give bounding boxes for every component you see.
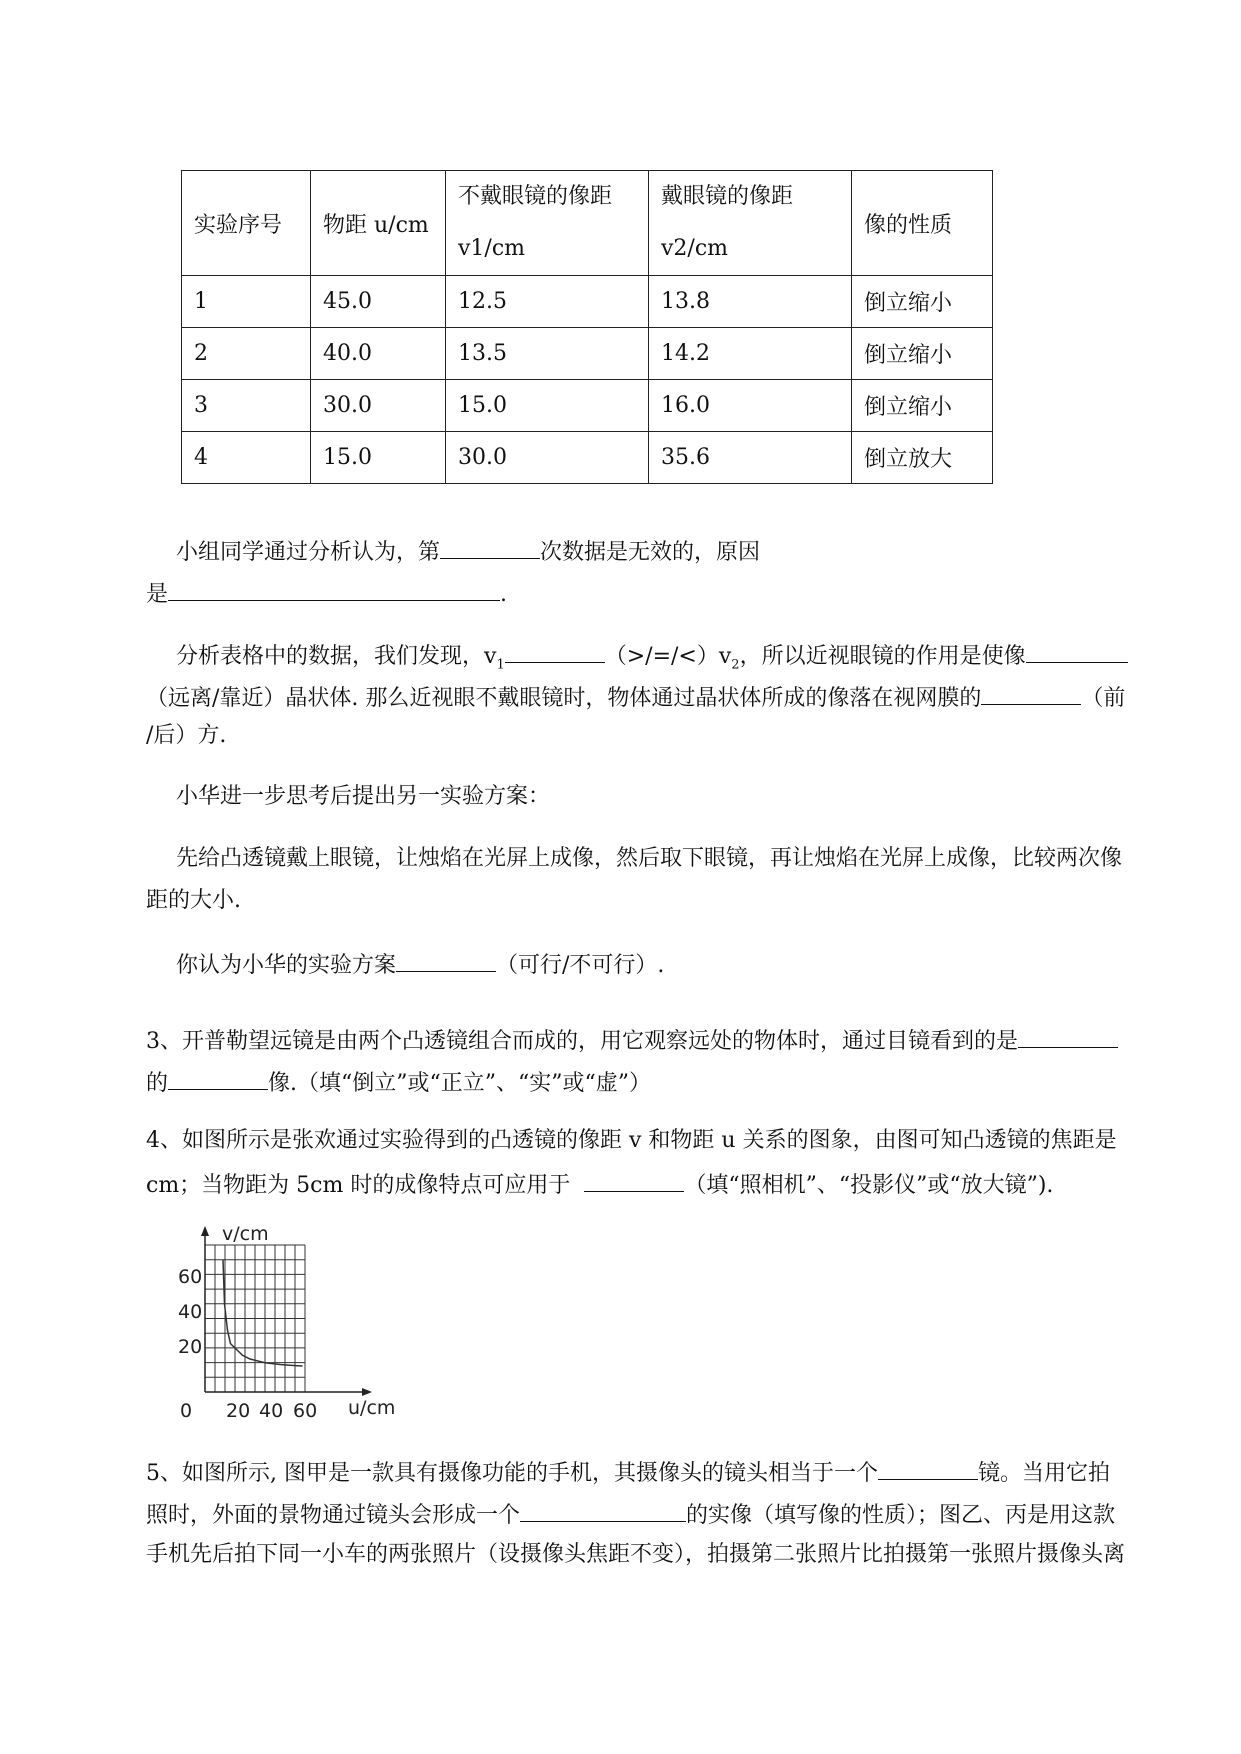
text-p3: 小华进一步思考后提出另一实验方案： <box>176 784 551 809</box>
paragraph-plan-detail-cont <box>146 887 241 915</box>
v-u-graph <box>150 1220 410 1420</box>
text-p4b: 距的大小. <box>146 888 241 913</box>
text-p4a: 先给凸透镜戴上眼镜，让烛焰在光屏上成像，然后取下眼镜，再让烛焰在光屏上成像，比较两次像 <box>176 846 1123 871</box>
x-axis-arrow <box>362 1388 372 1396</box>
paragraph-analysis <box>176 640 1128 679</box>
paragraph-alt-plan <box>176 783 550 811</box>
paragraph-reason <box>146 578 507 609</box>
table-row <box>182 328 993 380</box>
blank-front-back[interactable] <box>981 682 1081 705</box>
chart-grid <box>205 1245 305 1392</box>
header-image-distance-glasses <box>649 171 852 276</box>
cell-u: 40.0 <box>311 328 446 380</box>
text-p2d: （远离/靠近）晶状体. 那么近视眼不戴眼镜时，物体通过晶状体所成的像落在视网膜的 <box>146 686 982 711</box>
subscript-1: 1 <box>496 657 505 673</box>
text-p2f: /后）方. <box>146 723 227 748</box>
cell-v2: 14.2 <box>649 328 852 380</box>
text-p2b: （>/=/<）v <box>604 644 732 669</box>
text-q5d: 的实像（填写像的性质）；图乙、丙是用这款 <box>686 1503 1116 1528</box>
text-p1a: 小组同学通过分析认为，第 <box>176 540 441 565</box>
y-tick-label: 20 <box>178 1336 203 1358</box>
paragraph-plan-detail <box>176 845 1122 873</box>
blank-lens-type[interactable] <box>878 1457 978 1480</box>
cell-v2: 13.8 <box>649 276 852 328</box>
paragraph-analysis-end <box>146 722 226 750</box>
header-trial-number: 实验序号 <box>182 171 311 276</box>
text-q3a: 3、开普勒望远镜是由两个凸透镜组合而成的，用它观察远处的物体时，通过目镜看到的是 <box>146 1029 1019 1054</box>
text-p1d: . <box>500 582 508 607</box>
cell-nature: 倒立放大 <box>852 432 993 484</box>
x-tick-label: 60 <box>293 1400 318 1420</box>
table-row <box>182 380 993 432</box>
text-q5a: 5、如图所示, 图甲是一款具有摄像功能的手机，其摄像头的镜头相当于一个 <box>146 1461 878 1486</box>
cell-u: 30.0 <box>311 380 446 432</box>
text-p2e: （前 <box>1081 686 1126 711</box>
table-row <box>182 276 993 328</box>
table-header-row <box>182 171 993 276</box>
subscript-2: 2 <box>731 657 740 673</box>
y-tick-label: 60 <box>178 1266 203 1288</box>
blank-application[interactable] <box>584 1169 684 1192</box>
text-q5c: 照时，外面的景物通过镜头会形成一个 <box>146 1503 521 1528</box>
y-tick-label: 40 <box>178 1301 203 1323</box>
text-q3c: 像.（填“倒立”或“正立”、“实”或“虚”） <box>268 1071 651 1096</box>
y-axis-arrow <box>201 1226 209 1236</box>
text-q5e: 手机先后拍下同一小车的两张照片（设摄像头焦距不变），拍摄第二张照片比拍摄第一张照片摄像头离 <box>146 1542 1126 1567</box>
cell-trial: 1 <box>182 276 311 328</box>
text-p2c: ，所以近视眼镜的作用是使像 <box>739 644 1026 669</box>
blank-orientation[interactable] <box>1018 1025 1118 1048</box>
experiment-table <box>181 170 993 484</box>
table-row <box>182 432 993 484</box>
x-tick-label: 0 <box>180 1400 193 1420</box>
paragraph-analysis-cont <box>146 682 1125 713</box>
x-axis-label: u/cm <box>348 1397 396 1419</box>
text-q4b: cm；当物距为 5cm 时的成像特点可应用于 <box>146 1173 571 1198</box>
question-5-cont <box>146 1499 1115 1530</box>
blank-compare[interactable] <box>505 640 605 663</box>
question-4-cont <box>146 1169 1053 1200</box>
cell-nature: 倒立缩小 <box>852 328 993 380</box>
blank-image-nature[interactable] <box>520 1499 686 1522</box>
x-tick-label: 40 <box>259 1400 284 1420</box>
header-v1-unit: v1/cm <box>458 236 526 261</box>
text-q4c: （填“照相机”、“投影仪”或“放大镜”). <box>684 1173 1054 1198</box>
text-q3b: 的 <box>146 1071 169 1096</box>
cell-v1: 12.5 <box>446 276 649 328</box>
question-4 <box>146 1127 1117 1155</box>
cell-u: 45.0 <box>311 276 446 328</box>
text-q5b: 镜。当用它拍 <box>978 1461 1111 1486</box>
text-p1b: 次数据是无效的，原因 <box>540 540 761 565</box>
x-tick-label: 20 <box>226 1400 251 1420</box>
text-p1c: 是 <box>146 582 169 607</box>
blank-reason[interactable] <box>168 578 500 601</box>
header-image-distance-no-glasses-label: 不戴眼镜的像距 <box>458 184 613 209</box>
cell-v1: 13.5 <box>446 328 649 380</box>
cell-nature: 倒立缩小 <box>852 276 993 328</box>
header-image-distance-no-glasses <box>446 171 649 276</box>
question-5-cont2 <box>146 1541 1125 1569</box>
header-image-distance-glasses-label: 戴眼镜的像距 <box>661 184 794 209</box>
cell-v2: 16.0 <box>649 380 852 432</box>
paragraph-feasibility <box>176 949 664 980</box>
header-image-nature: 像的性质 <box>852 171 993 276</box>
blank-feasible[interactable] <box>396 949 496 972</box>
text-p5b: （可行/不可行）. <box>496 953 665 978</box>
cell-v2: 35.6 <box>649 432 852 484</box>
blank-trial-number[interactable] <box>440 536 540 559</box>
cell-trial: 2 <box>182 328 311 380</box>
cell-v1: 30.0 <box>446 432 649 484</box>
text-q4a: 4、如图所示是张欢通过实验得到的凸透镜的像距 v 和物距 u 关系的图象，由图可知凸透镜的焦距是 <box>146 1128 1117 1153</box>
cell-trial: 3 <box>182 380 311 432</box>
text-p5a: 你认为小华的实验方案 <box>176 953 397 978</box>
header-object-distance: 物距 u/cm <box>311 171 446 276</box>
blank-real-virtual[interactable] <box>168 1067 268 1090</box>
question-3 <box>146 1025 1118 1056</box>
y-axis-label: v/cm <box>222 1223 269 1245</box>
question-5 <box>146 1457 1110 1488</box>
cell-u: 15.0 <box>311 432 446 484</box>
paragraph-invalid-data <box>176 536 760 567</box>
header-v2-unit: v2/cm <box>661 236 729 261</box>
cell-nature: 倒立缩小 <box>852 380 993 432</box>
cell-v1: 15.0 <box>446 380 649 432</box>
cell-trial: 4 <box>182 432 311 484</box>
text-p2a: 分析表格中的数据，我们发现，v <box>176 644 497 669</box>
question-3-cont <box>146 1067 651 1098</box>
blank-direction[interactable] <box>1026 640 1128 663</box>
